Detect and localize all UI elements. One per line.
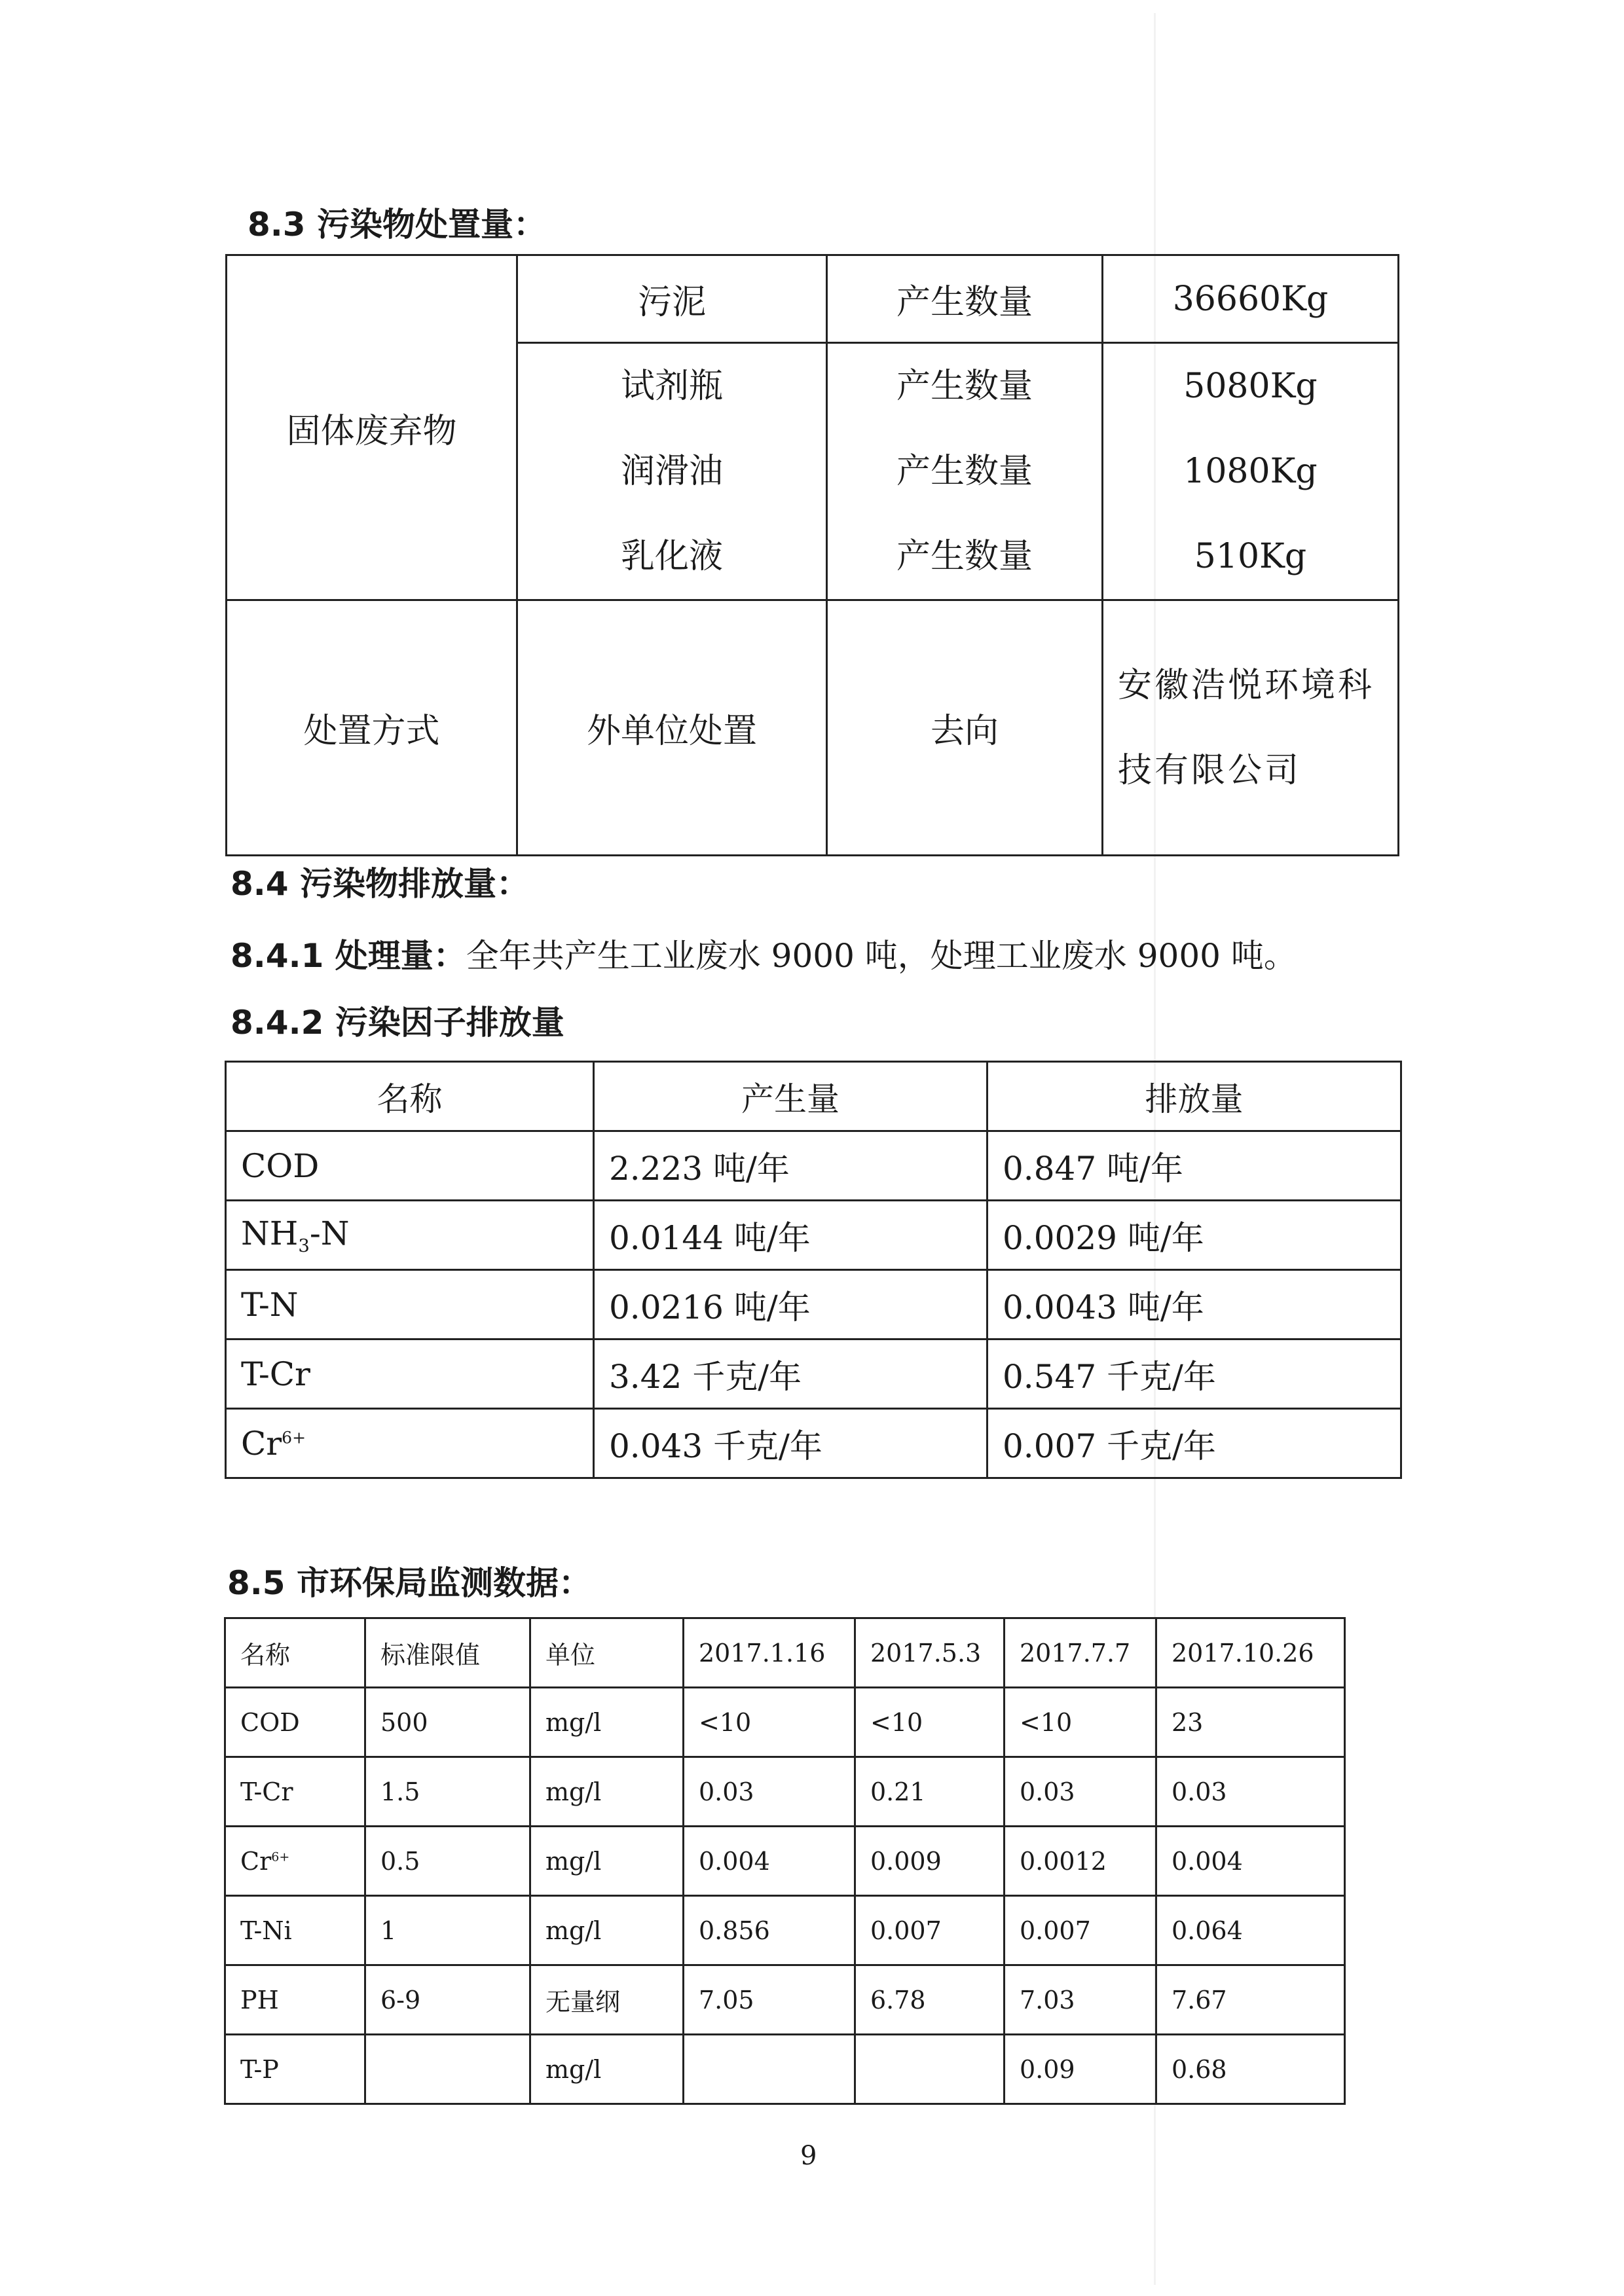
pollutant-name: T-Ni <box>225 1896 365 1965</box>
table-cell: <10 <box>684 1688 855 1757</box>
pollutant-name: COD <box>226 1131 594 1201</box>
emitted-amount: 0.0029 吨/年 <box>987 1201 1401 1270</box>
column-header: 名称 <box>226 1062 594 1131</box>
disposal-item-name: 润滑油 <box>620 452 723 491</box>
disposal-method: 外单位处置 <box>517 600 827 856</box>
disposal-method-label: 处置方式 <box>227 600 517 856</box>
pollutant-name: PH <box>225 1965 365 2035</box>
disposal-item-metric: 产生数量 <box>896 537 1033 576</box>
table-cell: 1.5 <box>365 1757 530 1827</box>
monitoring-table <box>224 1617 1346 2105</box>
table-cell: 23 <box>1156 1688 1345 1757</box>
emitted-amount: 0.0043 吨/年 <box>987 1270 1401 1339</box>
table-cell: 500 <box>365 1688 530 1757</box>
disposal-destination-label: 去向 <box>827 600 1103 856</box>
disposal-item-name: 试剂瓶 <box>620 367 723 406</box>
table-cell: mg/l <box>530 1896 684 1965</box>
disposal-item-name: 污泥 <box>517 255 827 343</box>
disposal-item-metric: 产生数量 <box>896 452 1033 491</box>
table-cell: <10 <box>1005 1688 1156 1757</box>
table-header-row <box>225 1618 1345 1688</box>
table-row <box>227 255 1399 343</box>
table-cell: mg/l <box>530 2035 684 2104</box>
treatment-text: 全年共产生工业废水 9000 吨，处理工业废水 9000 吨。 <box>466 937 1297 975</box>
pollutant-name: $Cr^{6+}$ <box>225 1827 365 1896</box>
table-row <box>225 1688 1345 1757</box>
table-row <box>226 1131 1401 1201</box>
disposal-item-value: 5080Kg <box>1183 367 1318 406</box>
table-cell: mg/l <box>530 1827 684 1896</box>
column-header: 2017.7.7 <box>1005 1618 1156 1688</box>
disposal-destination: 安徽浩悦环境科技有限公司 <box>1103 600 1399 856</box>
column-header: 排放量 <box>987 1062 1401 1131</box>
produced-amount: 3.42 千克/年 <box>594 1339 987 1409</box>
disposal-item-values <box>1103 343 1399 600</box>
table-cell: 0.007 <box>855 1896 1005 1965</box>
section-heading-8-5: 8.5 市环保局监测数据： <box>227 1564 591 1602</box>
table-cell <box>855 2035 1005 2104</box>
emission-table <box>225 1061 1402 1479</box>
treatment-label: 8.4.1 处理量： <box>231 937 466 975</box>
produced-amount: 0.0216 吨/年 <box>594 1270 987 1339</box>
table-cell: 无量纲 <box>530 1965 684 2035</box>
table-cell: 0.856 <box>684 1896 855 1965</box>
disposal-table <box>225 254 1399 856</box>
page-number: 9 <box>800 2141 817 2171</box>
pollutant-name: COD <box>225 1688 365 1757</box>
column-header: 2017.10.26 <box>1156 1618 1345 1688</box>
disposal-item-value: 36660Kg <box>1103 255 1399 343</box>
section-heading-8-4: 8.4 污染物排放量： <box>231 865 529 903</box>
table-cell: 0.03 <box>1156 1757 1345 1827</box>
table-cell: 0.004 <box>684 1827 855 1896</box>
table-cell: 0.0012 <box>1005 1827 1156 1896</box>
table-row <box>225 2035 1345 2104</box>
column-header: 2017.1.16 <box>684 1618 855 1688</box>
table-cell: 0.68 <box>1156 2035 1345 2104</box>
pollutant-name: $Cr^{6+}$ <box>226 1409 594 1478</box>
column-header: 名称 <box>225 1618 365 1688</box>
table-cell: 0.009 <box>855 1827 1005 1896</box>
table-cell: 0.007 <box>1005 1896 1156 1965</box>
produced-amount: 0.0144 吨/年 <box>594 1201 987 1270</box>
produced-amount: 2.223 吨/年 <box>594 1131 987 1201</box>
table-cell: 0.5 <box>365 1827 530 1896</box>
table-row <box>225 1827 1345 1896</box>
column-header: 标准限值 <box>365 1618 530 1688</box>
table-row <box>226 1270 1401 1339</box>
emitted-amount: 0.007 千克/年 <box>987 1409 1401 1478</box>
table-row <box>226 1339 1401 1409</box>
column-header: 单位 <box>530 1618 684 1688</box>
disposal-item-metric: 产生数量 <box>827 255 1103 343</box>
table-row <box>225 1896 1345 1965</box>
pollutant-name: T-Cr <box>226 1339 594 1409</box>
section-heading-8-3: 8.3 污染物处置量： <box>248 206 546 244</box>
pollutant-name: T-Cr <box>225 1757 365 1827</box>
disposal-item-metrics <box>827 343 1103 600</box>
table-row <box>226 1201 1401 1270</box>
disposal-category: 固体废弃物 <box>227 255 517 600</box>
disposal-item-value: 510Kg <box>1194 537 1307 576</box>
table-cell: 0.09 <box>1005 2035 1156 2104</box>
emitted-amount: 0.847 吨/年 <box>987 1131 1401 1201</box>
table-cell: 6.78 <box>855 1965 1005 2035</box>
seal-stamp-fragment <box>1563 1048 1624 1283</box>
produced-amount: 0.043 千克/年 <box>594 1409 987 1478</box>
emitted-amount: 0.547 千克/年 <box>987 1339 1401 1409</box>
pollutant-name: T-N <box>226 1270 594 1339</box>
table-cell: 6-9 <box>365 1965 530 2035</box>
table-cell: 0.004 <box>1156 1827 1345 1896</box>
table-cell: 7.67 <box>1156 1965 1345 2035</box>
table-cell: 7.05 <box>684 1965 855 2035</box>
section-heading-8-4-2: 8.4.2 污染因子排放量 <box>231 1004 564 1042</box>
table-cell: 0.03 <box>684 1757 855 1827</box>
disposal-item-value: 1080Kg <box>1183 452 1318 491</box>
table-row <box>225 1965 1345 2035</box>
column-header: 2017.5.3 <box>855 1618 1005 1688</box>
table-cell: mg/l <box>530 1757 684 1827</box>
table-cell <box>365 2035 530 2104</box>
disposal-item-names <box>517 343 827 600</box>
table-cell: 0.21 <box>855 1757 1005 1827</box>
disposal-item-name: 乳化液 <box>620 537 723 576</box>
table-cell <box>684 2035 855 2104</box>
disposal-item-metric: 产生数量 <box>896 367 1033 406</box>
column-header: 产生量 <box>594 1062 987 1131</box>
table-row <box>225 1757 1345 1827</box>
treatment-paragraph <box>231 936 1297 975</box>
table-cell: <10 <box>855 1688 1005 1757</box>
table-cell: 0.064 <box>1156 1896 1345 1965</box>
pollutant-name: T-P <box>225 2035 365 2104</box>
table-cell: 0.03 <box>1005 1757 1156 1827</box>
table-cell: mg/l <box>530 1688 684 1757</box>
table-row <box>226 1409 1401 1478</box>
pollutant-name: $NH_3-N$ <box>226 1201 594 1270</box>
table-header-row <box>226 1062 1401 1131</box>
table-cell: 1 <box>365 1896 530 1965</box>
table-row <box>227 600 1399 856</box>
table-cell: 7.03 <box>1005 1965 1156 2035</box>
